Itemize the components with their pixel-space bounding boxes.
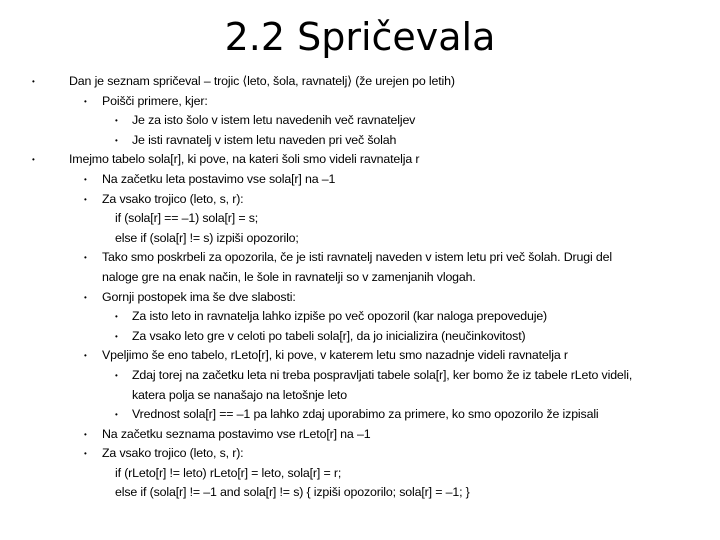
bullet-icon: • bbox=[84, 194, 87, 204]
text-line bbox=[0, 131, 720, 151]
line-text: Je isti ravnatelj v istem letu naveden pri več šolah bbox=[132, 132, 397, 147]
bullet-icon: • bbox=[115, 410, 118, 420]
bullet-icon: • bbox=[115, 116, 118, 126]
line-text: Tako smo poskrbeli za opozorila, če je isti ravnatelj naveden v istem letu pri več šolah. Drugi del bbox=[102, 250, 612, 265]
bullet-icon: • bbox=[84, 449, 87, 459]
bullet-icon: • bbox=[84, 351, 87, 361]
text-line bbox=[0, 483, 720, 503]
text-line bbox=[0, 209, 720, 229]
line-text: Vpeljimo še eno tabelo, rLeto[r], ki pove, v katerem letu smo nazadnje videli ravnatelja r bbox=[102, 348, 568, 363]
line-text: Za vsako leto gre v celoti po tabeli sola[r], da jo inicializira (neučinkovitost) bbox=[132, 328, 526, 343]
line-text: Zdaj torej na začetku leta ni treba pospravljati tabele sola[r], ker bomo že iz tabele rLeto videli, bbox=[132, 367, 633, 382]
text-line bbox=[0, 92, 720, 112]
line-text: Gornji postopek ima še dve slabosti: bbox=[102, 289, 296, 304]
text-line bbox=[0, 170, 720, 190]
line-text: Na začetku leta postavimo vse sola[r] na –1 bbox=[102, 171, 336, 186]
text-line bbox=[0, 268, 720, 288]
bullet-icon: • bbox=[115, 370, 118, 380]
text-line bbox=[0, 111, 720, 131]
text-line bbox=[0, 327, 720, 347]
bullet-icon: • bbox=[32, 155, 35, 165]
line-text: Vrednost sola[r] == –1 pa lahko zdaj uporabimo za primere, ko smo opozorilo že izpisali bbox=[132, 407, 599, 422]
line-text: Je za isto šolo v istem letu navedenih več ravnateljev bbox=[132, 113, 416, 128]
text-line bbox=[0, 72, 720, 92]
line-text: Za vsako trojico (leto, s, r): bbox=[102, 191, 244, 206]
text-line bbox=[0, 366, 720, 386]
bullet-icon: • bbox=[84, 292, 87, 302]
bullet-icon: • bbox=[84, 174, 87, 184]
slide-title: 2.2 Spričevala bbox=[224, 15, 496, 59]
text-line bbox=[0, 288, 720, 308]
line-text: else if (sola[r] != s) izpiši opozorilo; bbox=[115, 230, 299, 245]
text-line bbox=[0, 464, 720, 484]
line-text: Za isto leto in ravnatelja lahko izpiše po več opozoril (kar naloga prepoveduje) bbox=[132, 309, 548, 324]
text-line bbox=[0, 425, 720, 445]
line-text: Dan je seznam spričeval – trojic ⟨leto, šola, ravnatelj⟩ (že urejen po letih) bbox=[69, 74, 455, 88]
slide-content bbox=[0, 72, 720, 503]
text-line bbox=[0, 405, 720, 425]
line-text: if (rLeto[r] != leto) rLeto[r] = leto, sola[r] = r; bbox=[115, 465, 342, 480]
line-text: Na začetku seznama postavimo vse rLeto[r] na –1 bbox=[102, 426, 371, 441]
text-line bbox=[0, 444, 720, 464]
bullet-icon: • bbox=[115, 331, 118, 341]
line-text: if (sola[r] == –1) sola[r] = s; bbox=[115, 211, 259, 226]
text-line bbox=[0, 307, 720, 327]
text-line bbox=[0, 150, 720, 170]
text-line bbox=[0, 346, 720, 366]
line-text: else if (sola[r] != –1 and sola[r] != s) { izpiši opozorilo; sola[r] = –1; } bbox=[115, 485, 470, 500]
line-text: Za vsako trojico (leto, s, r): bbox=[102, 446, 244, 461]
bullet-icon: • bbox=[115, 312, 118, 322]
bullet-icon: • bbox=[84, 96, 87, 106]
bullet-icon: • bbox=[115, 135, 118, 145]
bullet-icon: • bbox=[84, 429, 87, 439]
text-line bbox=[0, 386, 720, 406]
bullet-icon: • bbox=[32, 77, 35, 86]
line-text: naloge gre na enak način, le šole in ravnatelji so v zamenjanih vlogah. bbox=[102, 269, 476, 284]
line-text: katera polja se nanašajo na letošnje leto bbox=[132, 387, 347, 402]
text-line bbox=[0, 229, 720, 249]
bullet-icon: • bbox=[84, 253, 87, 263]
text-line bbox=[0, 190, 720, 210]
line-text: Poišči primere, kjer: bbox=[102, 93, 208, 108]
line-text: Imejmo tabelo sola[r], ki pove, na kateri šoli smo videli ravnatelja r bbox=[69, 152, 420, 167]
text-line bbox=[0, 248, 720, 268]
